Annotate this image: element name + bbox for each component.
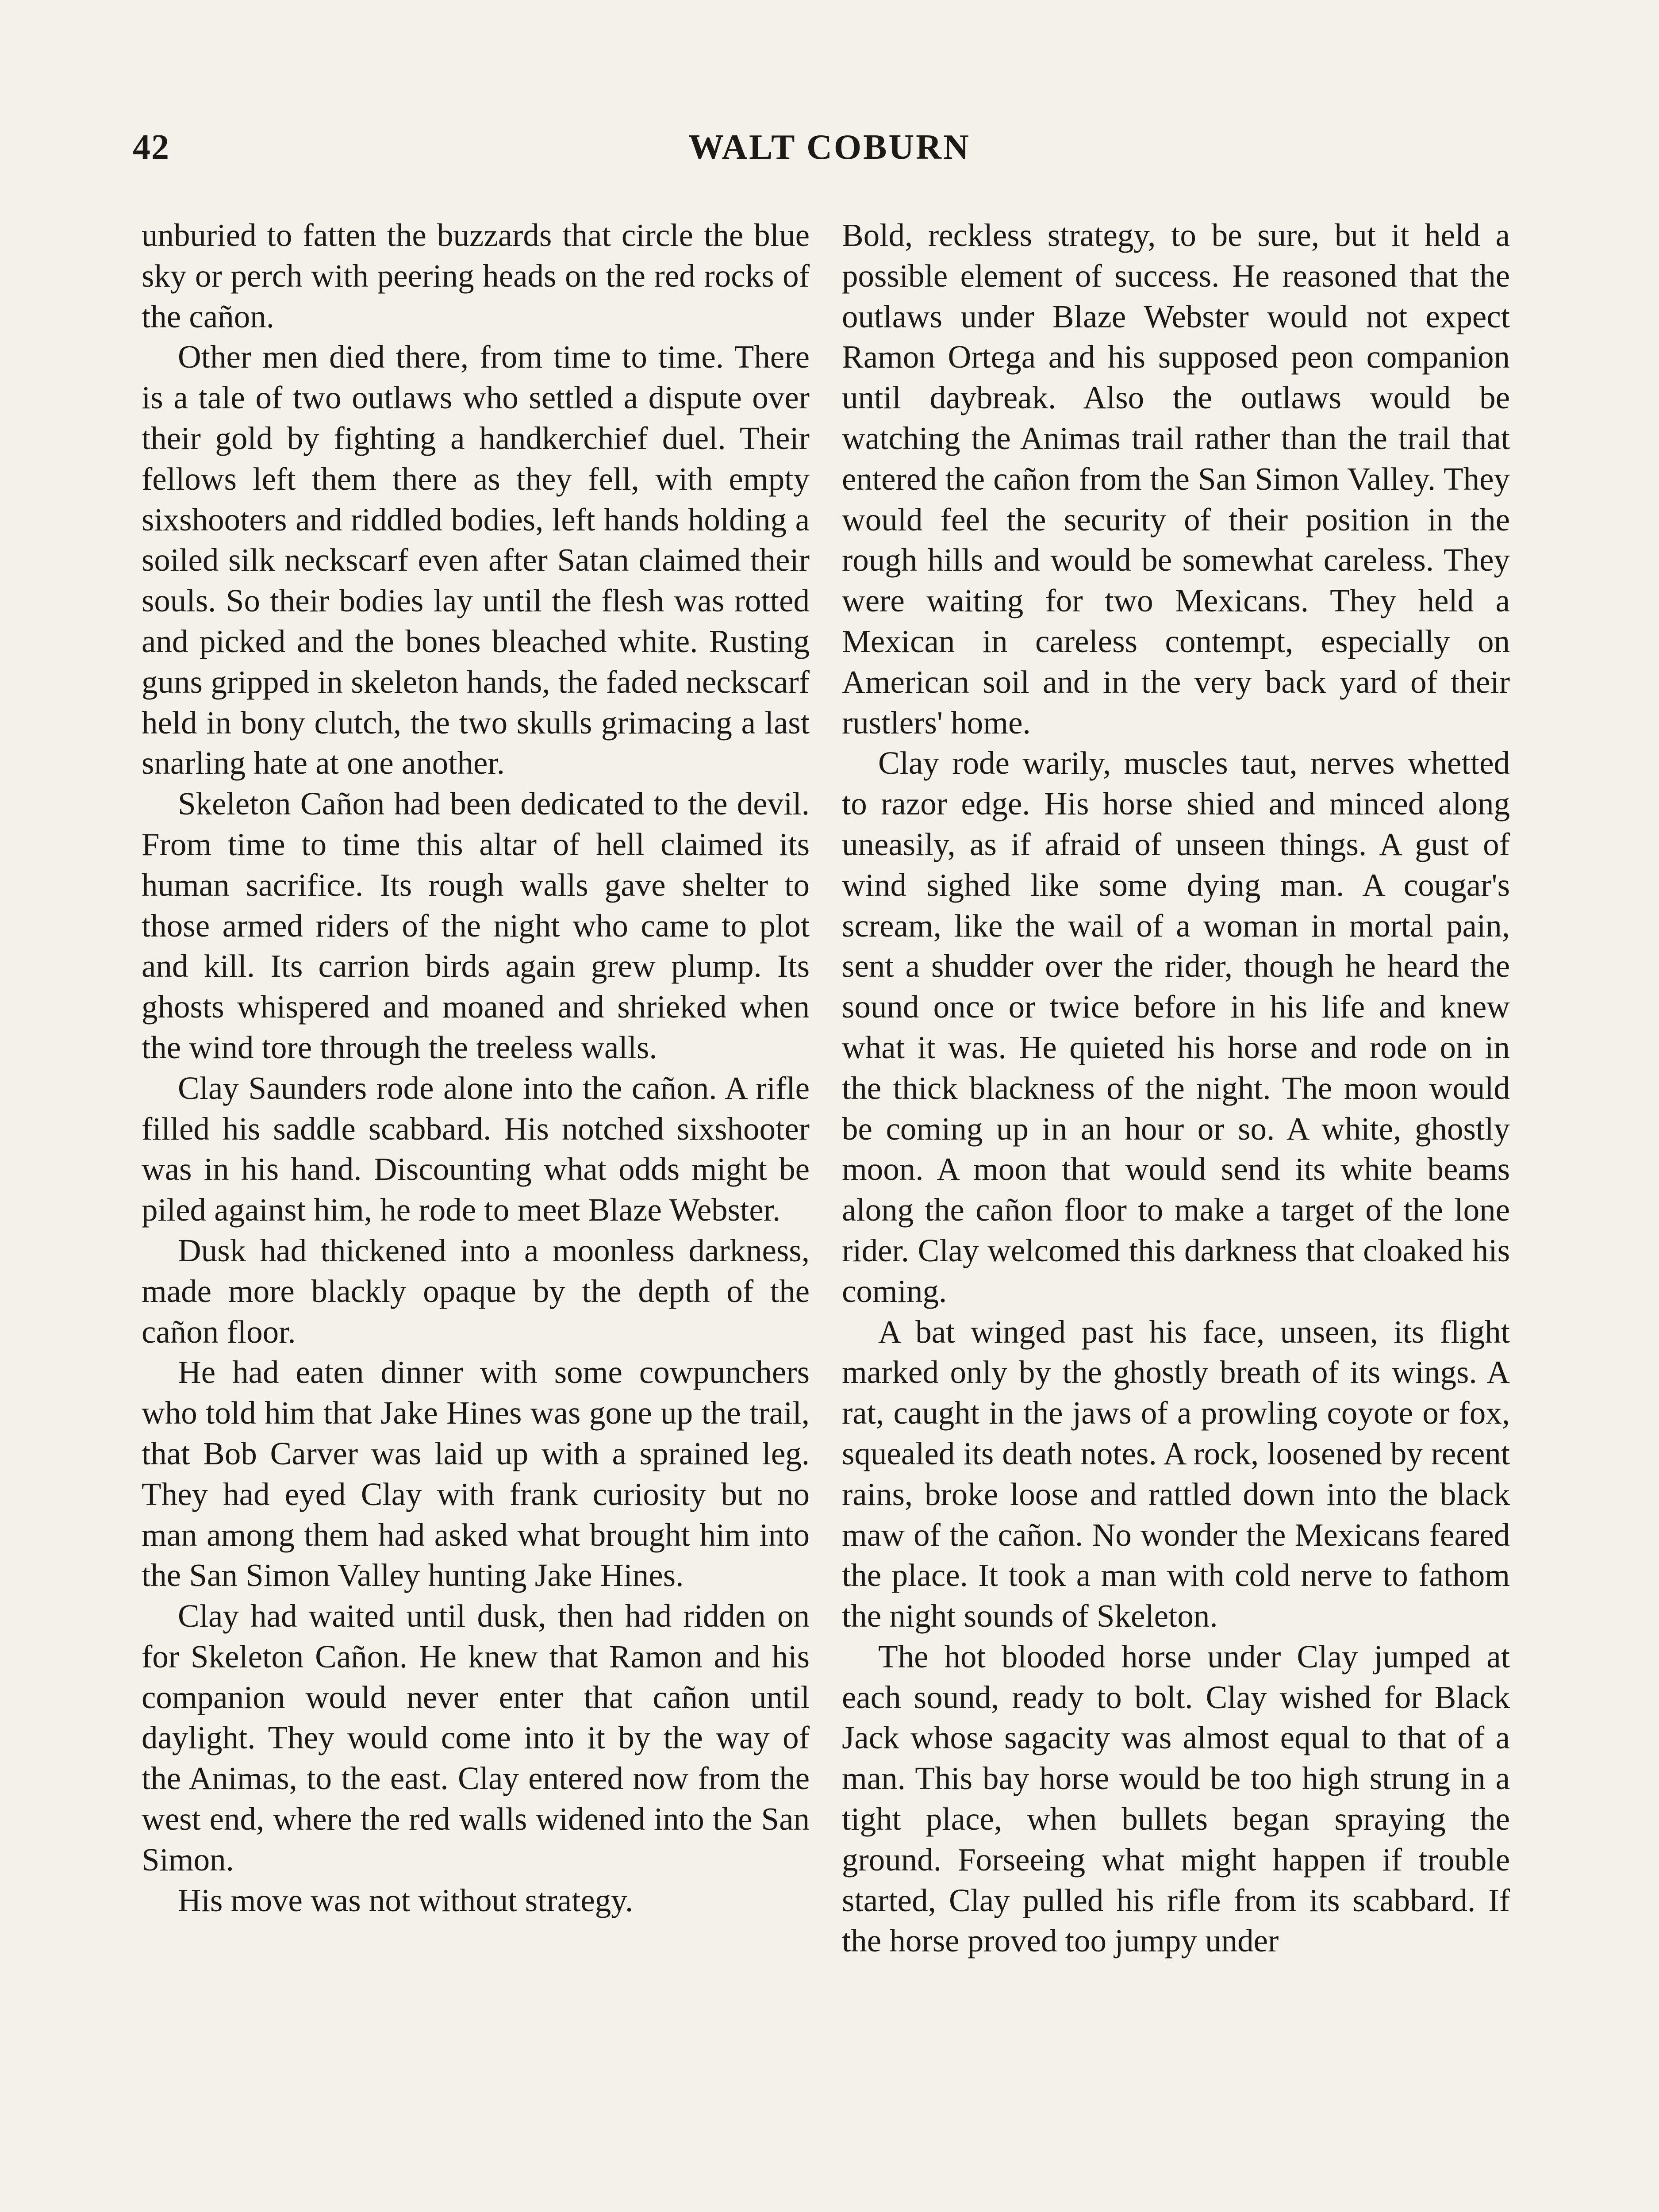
paragraph: unburied to fatten the buzzards that circle the blue sky or perch with peering heads on the red rocks of the cañon.: [142, 217, 810, 334]
paragraph: He had eaten dinner with some cowpunchers who told him that Jake Hines was gone up the trail, that Bob Carver was laid up with a sprained leg. They had eyed Clay with frank curiosity but no man among them had asked what brought him into the San Simon Valley hunting Jake Hines.: [142, 1354, 810, 1594]
paragraph: A bat winged past his face, unseen, its flight marked only by the ghostly breath of its wings. A rat, caught in the jaws of a prowling coyote or fox, squealed its death notes. A rock, loosened by recent rains, broke loose and rattled down into the black maw of the cañon. No wonder the Mexicans feared the place. It took a man with cold nerve to fathom the night sounds of Skeleton.: [842, 1313, 1510, 1634]
right-text-column: [842, 215, 1510, 1961]
running-head-title: WALT COBURN: [688, 128, 971, 167]
paragraph: Clay had waited until dusk, then had ridden on for Skeleton Cañon. He knew that Ramon and his companion would never enter that cañon until daylight. They would come into it by the way of the Animas, to the east. Clay entered now from the west end, where the red walls widened into the San Simon.: [142, 1598, 810, 1878]
left-text-column: [142, 215, 810, 1920]
paragraph: Clay Saunders rode alone into the cañon. A rifle filled his saddle scabbard. His notched sixshooter was in his hand. Discounting what odds might be piled against him, he rode to meet Blaze Webster.: [142, 1070, 810, 1228]
paragraph: Clay rode warily, muscles taut, nerves whetted to razor edge. His horse shied and minced along uneasily, as if afraid of unseen things. A gust of wind sighed like some dying man. A cougar's scream, like the wail of a woman in mortal pain, sent a shudder over the rider, though he heard the sound once or twice before in his life and knew what it was. He quieted his horse and rode on in the thick blackness of the night. The moon would be coming up in an hour or so. A white, ghostly moon. A moon that would send its white beams along the cañon floor to make a target of the lone rider. Clay welcomed this darkness that cloaked his coming.: [842, 745, 1510, 1309]
paragraph: The hot blooded horse under Clay jumped at each sound, ready to bolt. Clay wished for Black Jack whose sagacity was almost equal to that of a man. This bay horse would be too high strung in a tight place, when bullets began spraying the ground. Forseeing what might happen if trouble started, Clay pulled his rifle from its scabbard. If the horse proved too jumpy under: [842, 1638, 1510, 1959]
paragraph: Skeleton Cañon had been dedicated to the devil. From time to time this altar of hell claimed its human sacrifice. Its rough walls gave shelter to those armed riders of the night who came to plot and kill. Its carrion birds again grew plump. Its ghosts whispered and moaned and shrieked when the wind tore through the treeless walls.: [142, 786, 810, 1065]
page-number: 42: [133, 128, 170, 167]
paragraph: His move was not without strategy.: [178, 1882, 634, 1918]
paragraph: Bold, reckless strategy, to be sure, but it held a possible element of success. He reasoned that the outlaws under Blaze Webster would not expect Ramon Ortega and his supposed peon companion until daybreak. Also the outlaws would be watching the Animas trail rather than the trail that entered the cañon from the San Simon Valley. They would feel the security of their position in the rough hills and would be somewhat careless. They were waiting for two Mexicans. They held a Mexican in careless contempt, especially on American soil and in the very back yard of their rustlers' home.: [842, 217, 1510, 741]
paragraph: Other men died there, from time to time. There is a tale of two outlaws who settled a dispute over their gold by fighting a handkerchief duel. Their fellows left them there as they fell, with empty sixshooters and riddled bodies, left hands holding a soiled silk neckscarf even after Satan claimed their souls. So their bodies lay until the flesh was rotted and picked and the bones bleached white. Rusting guns gripped in skeleton hands, the faded neckscarf held in bony clutch, the two skulls grimacing a last snarling hate at one another.: [142, 339, 810, 781]
paragraph: Dusk had thickened into a moonless darkness, made more blackly opaque by the depth of the cañon floor.: [142, 1232, 810, 1350]
